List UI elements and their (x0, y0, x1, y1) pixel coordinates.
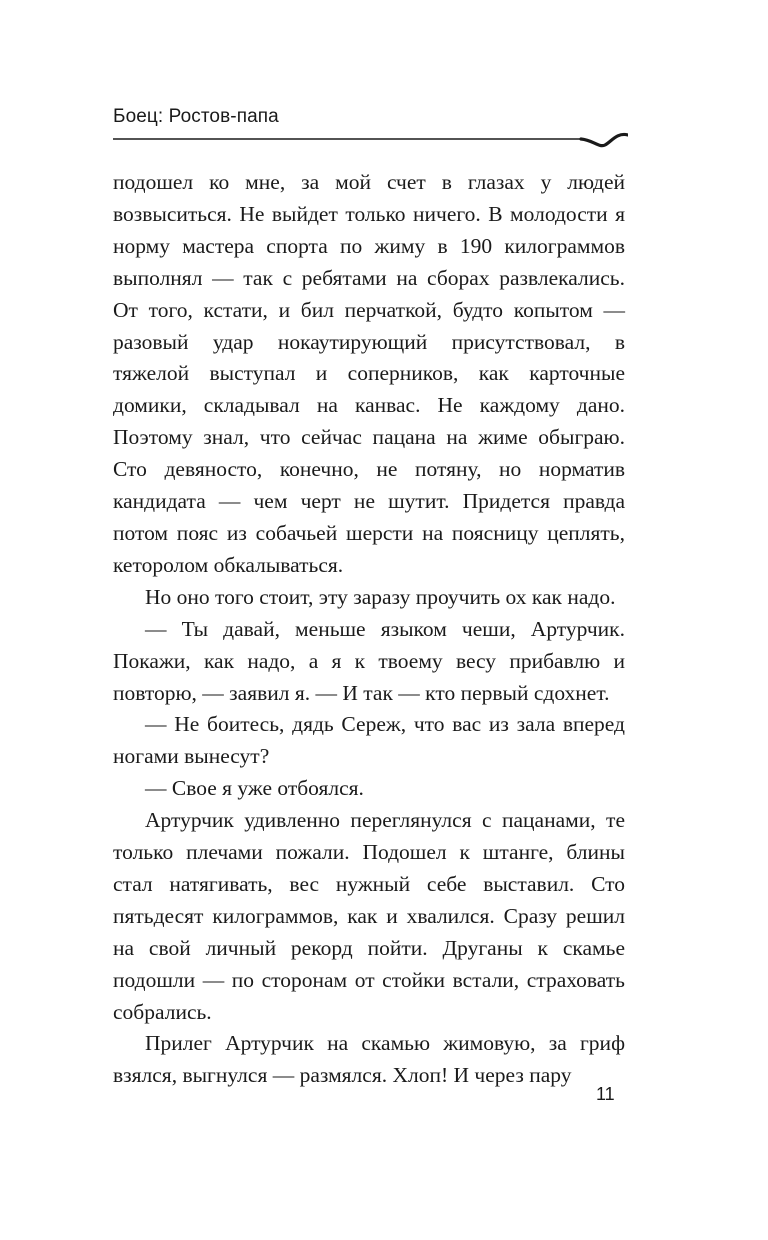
paragraph: Но оно того стоит, эту заразу проучить ох как надо. (145, 584, 616, 609)
paragraph: Артурчик удивленно переглянулся с пацанами, те только плечами пожали. Подошел к штанге, блины стал натягивать, вес нужный себе выставил. Сто пятьдесят килограммов, как и хвалился. Сразу решил на свой личный рекорд пойти. Друганы к скамье подошли — по сторонам от стойки встали, страховать собрались. (113, 808, 625, 1024)
paragraph: — Ты давай, меньше языком чеши, Артурчик. Покажи, как надо, а я к твоему весу прибавлю и повторю, — заявил я. — И так — кто первый сдохнет. (113, 616, 625, 705)
paragraph: подошел ко мне, за мой счет в глазах у людей возвыситься. Не выйдет только ничего. В молодости я норму мастера спорта по жиму в 190 килограммов выполнял — так с ребятами на сборах развлекались. От того, кстати, и бил перчаткой, будто копытом — разовый удар нокаутирующий присутствовал, в тяжелой выступал и соперников, как карточные домики, складывал на канвас. Не каждому дано. Поэтому знал, что сейчас пацана на жиме обыграю. Сто девяносто, конечно, не потяну, но норматив кандидата — чем черт не шутит. Придется правда потом пояс из собачьей шерсти на поясницу цеплять, кеторолом обкалываться. (113, 170, 625, 577)
paragraph: — Не боитесь, дядь Сереж, что вас из зала вперед ногами вынесут? (113, 712, 625, 769)
running-head: Боец: Ростов-папа (113, 106, 279, 127)
paragraph: Прилег Артурчик на скамью жимовую, за гриф взялся, выгнулся — размялся. Хлоп! И через пару (113, 1031, 625, 1088)
paragraph: — Свое я уже отбоялся. (145, 776, 364, 801)
header-rule-ornament (113, 126, 628, 150)
page-number: 11 (596, 1084, 615, 1104)
page-body (113, 167, 625, 1092)
